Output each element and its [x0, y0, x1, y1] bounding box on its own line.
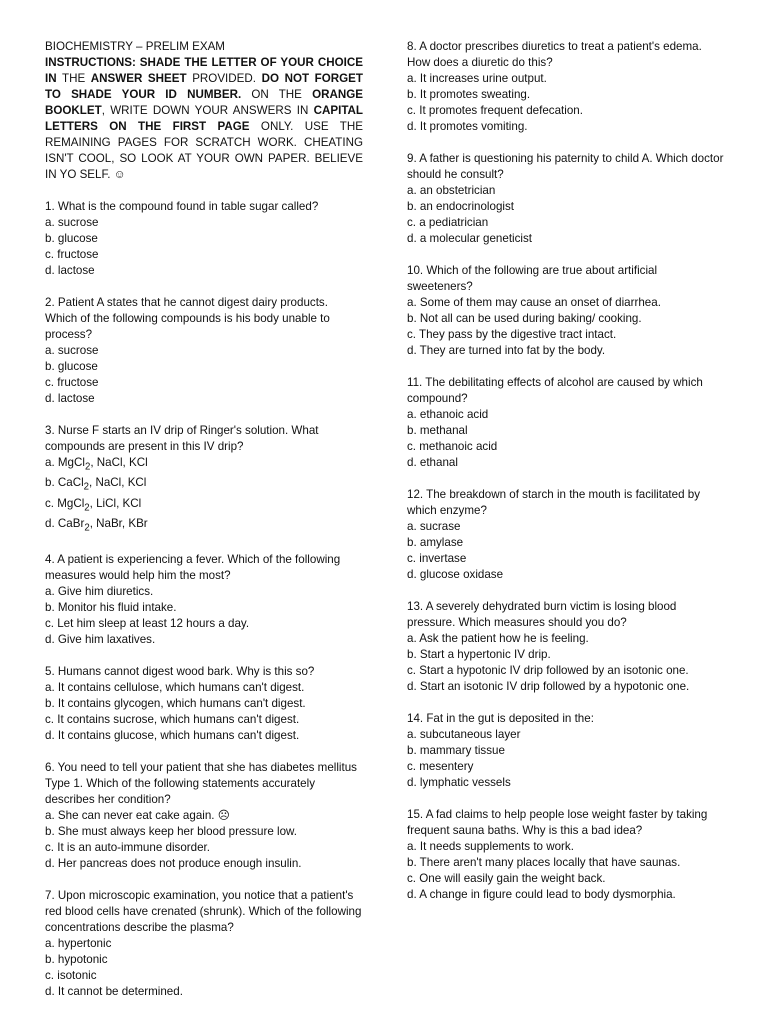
- answer-option: a. sucrase: [407, 520, 461, 533]
- instructions-body: [45, 56, 363, 181]
- answer-option: a. It needs supplements to work.: [407, 840, 574, 853]
- answer-option: a. sucrose: [45, 344, 99, 357]
- answer-option: d. Start an isotonic IV drip followed by a hypotonic one.: [407, 680, 690, 693]
- question-2: [45, 295, 363, 407]
- answer-option: d. lactose: [45, 392, 95, 405]
- answer-option: c. mesentery: [407, 760, 474, 773]
- answer-option: b. mammary tissue: [407, 744, 505, 757]
- answer-option: a. It contains cellulose, which humans can't digest.: [45, 681, 305, 695]
- question-14: [407, 711, 725, 791]
- answer-option: d. a molecular geneticist: [407, 232, 533, 245]
- answer-option: d. glucose oxidase: [407, 568, 504, 581]
- question-3: [45, 423, 363, 536]
- answer-option: b. Not all can be used during baking/ cooking.: [407, 312, 642, 325]
- question-8: [407, 39, 725, 135]
- answer-option: c. methanoic acid: [407, 440, 498, 453]
- question-stem: 11. The debilitating effects of alcohol are caused by which compound?: [407, 376, 703, 405]
- instructions-segment: SHADE THE LETTER OF YOUR CHOICE IN: [45, 56, 363, 85]
- question-stem: 9. A father is questioning his paternity to child A. Which doctor should he consult?: [407, 152, 724, 181]
- answer-option: a. sucrose: [45, 216, 99, 229]
- question-stem: 5. Humans cannot digest wood bark. Why is this so?: [45, 665, 315, 679]
- answer-option: d. lactose: [45, 264, 95, 277]
- question-stem: 1. What is the compound found in table sugar called?: [45, 200, 319, 213]
- answer-option: c. MgCl$_2$, LiCl, KCl: [45, 496, 142, 513]
- question-7: [45, 888, 363, 1000]
- instructions-segment: DO NOT FORGET TO SHADE YOUR ID NUMBER.: [45, 72, 363, 101]
- instructions-segment: ORANGE BOOKLET: [45, 88, 363, 117]
- answer-option: b. amylase: [407, 536, 464, 549]
- answer-option: b. methanal: [407, 424, 468, 437]
- answer-option: d. It contains glucose, which humans can't digest.: [45, 729, 300, 743]
- answer-option: d. lymphatic vessels: [407, 776, 511, 789]
- instructions-segment: , WRITE DOWN YOUR ANSWERS IN: [101, 104, 314, 117]
- instructions-segment: ONLY. USE THE REMAINING PAGES FOR SCRATCH WORK. CHEATING ISN'T COOL, SO LOOK AT YOUR OWN PAPER. BELIEVE IN YO SELF. ☺: [45, 120, 363, 181]
- question-5: [45, 664, 363, 744]
- answer-option: b. Monitor his fluid intake.: [45, 601, 177, 615]
- answer-option: d. Her pancreas does not produce enough insulin.: [45, 857, 302, 871]
- question-6: [45, 760, 363, 872]
- question-13: [407, 599, 725, 695]
- question-4: [45, 552, 363, 648]
- question-stem: 14. Fat in the gut is deposited in the:: [407, 712, 594, 725]
- instructions-segment: ANSWER SHEET: [90, 72, 187, 85]
- answer-option: a. She can never eat cake again. ☹: [45, 809, 230, 823]
- question-stem: 13. A severely dehydrated burn victim is losing blood pressure. Which measures should you do?: [407, 600, 677, 629]
- instructions-label: INSTRUCTIONS:: [45, 56, 136, 69]
- right-column: [407, 39, 725, 919]
- question-stem: 10. Which of the following are true about artificial sweeteners?: [407, 264, 658, 293]
- answer-option: b. It contains glycogen, which humans can't digest.: [45, 697, 306, 711]
- answer-option: c. It promotes frequent defecation.: [407, 104, 583, 117]
- question-12: [407, 487, 725, 583]
- answer-option: c. One will easily gain the weight back.: [407, 872, 606, 885]
- answer-option: b. glucose: [45, 360, 98, 373]
- answer-option: b. It promotes sweating.: [407, 88, 531, 101]
- answer-option: a. ethanoic acid: [407, 408, 489, 421]
- answer-option: a. Some of them may cause an onset of diarrhea.: [407, 296, 661, 309]
- answer-option: a. an obstetrician: [407, 184, 496, 197]
- instructions-segment: ON THE: [241, 88, 313, 101]
- question-10: [407, 263, 725, 359]
- answer-option: b. hypotonic: [45, 953, 108, 967]
- answer-option: c. a pediatrician: [407, 216, 489, 229]
- answer-option: c. They pass by the digestive tract intact.: [407, 328, 617, 341]
- question-stem: 3. Nurse F starts an IV drip of Ringer's solution. What compounds are present in this IV drip?: [45, 424, 319, 453]
- answer-option: a. subcutaneous layer: [407, 728, 521, 741]
- answer-option: c. It contains sucrose, which humans can't digest.: [45, 713, 300, 727]
- question-list-left: [45, 199, 363, 1000]
- answer-option: c. Let him sleep at least 12 hours a day.: [45, 617, 250, 631]
- exam-header: [45, 39, 363, 183]
- question-stem: 8. A doctor prescribes diuretics to treat a patient's edema. How does a diuretic do this?: [407, 40, 702, 69]
- answer-option: a. Give him diuretics.: [45, 585, 154, 599]
- answer-option: a. hypertonic: [45, 937, 112, 951]
- answer-option: c. Start a hypotonic IV drip followed by an isotonic one.: [407, 664, 689, 677]
- answer-option: b. an endocrinologist: [407, 200, 514, 213]
- answer-option: d. A change in figure could lead to body dysmorphia.: [407, 888, 676, 901]
- answer-option: d. ethanal: [407, 456, 458, 469]
- instructions-segment: THE: [56, 72, 91, 85]
- answer-option: c. invertase: [407, 552, 467, 565]
- instructions: [45, 55, 363, 183]
- answer-option: d. Give him laxatives.: [45, 633, 156, 647]
- answer-option: c. It is an auto-immune disorder.: [45, 841, 210, 855]
- question-stem: 6. You need to tell your patient that she has diabetes mellitus Type 1. Which of the following statements accurately describes her condition?: [45, 761, 357, 807]
- question-stem: 7. Upon microscopic examination, you notice that a patient's red blood cells have crenated (shrunk). Which of the following concentrations describe the plasma?: [45, 889, 362, 935]
- instructions-segment: PROVIDED.: [186, 72, 262, 85]
- left-column: [45, 39, 363, 1016]
- instructions-segment: CAPITAL LETTERS ON THE FIRST PAGE: [45, 104, 363, 133]
- answer-option: b. Start a hypertonic IV drip.: [407, 648, 551, 661]
- exam-title: BIOCHEMISTRY – PRELIM EXAM: [45, 40, 225, 53]
- answer-option: d. CaBr$_2$, NaBr, KBr: [45, 516, 148, 534]
- question-1: [45, 199, 363, 279]
- answer-option: c. isotonic: [45, 969, 97, 983]
- question-stem: 4. A patient is experiencing a fever. Which of the following measures would help him the most?: [45, 553, 341, 583]
- answer-option: c. fructose: [45, 248, 99, 261]
- answer-option: b. She must always keep her blood pressure low.: [45, 825, 297, 839]
- answer-option: d. They are turned into fat by the body.: [407, 344, 606, 357]
- answer-option: d. It cannot be determined.: [45, 985, 183, 999]
- question-11: [407, 375, 725, 471]
- answer-option: d. It promotes vomiting.: [407, 120, 528, 133]
- answer-option: b. glucose: [45, 232, 98, 245]
- question-15: [407, 807, 725, 903]
- answer-option: b. There aren't many places locally that have saunas.: [407, 856, 681, 869]
- question-stem: 12. The breakdown of starch in the mouth is facilitated by which enzyme?: [407, 488, 701, 517]
- question-9: [407, 151, 725, 247]
- answer-option: b. CaCl$_2$, NaCl, KCl: [45, 476, 147, 493]
- question-stem: 15. A fad claims to help people lose weight faster by taking frequent sauna baths. Why is this a bad idea?: [407, 808, 708, 837]
- answer-option: a. It increases urine output.: [407, 72, 547, 85]
- question-stem: 2. Patient A states that he cannot digest dairy products. Which of the following compounds is his body unable to process?: [45, 296, 330, 341]
- question-list-right: [407, 39, 725, 903]
- answer-option: c. fructose: [45, 376, 99, 389]
- answer-option: a. MgCl$_2$, NaCl, KCl: [45, 456, 148, 473]
- answer-option: a. Ask the patient how he is feeling.: [407, 632, 589, 645]
